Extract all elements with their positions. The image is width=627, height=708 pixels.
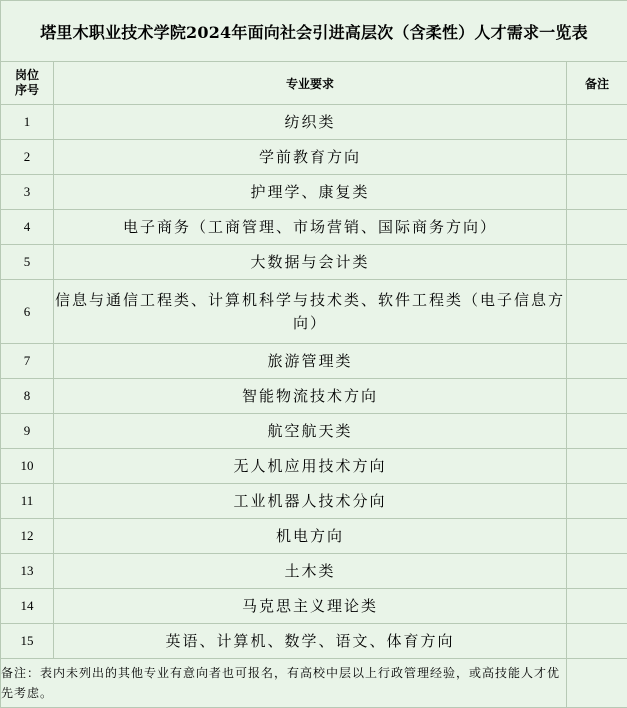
- requirement-cell[interactable]: 学前教育方向: [54, 140, 567, 175]
- header-seq-line1: 岗位: [1, 68, 53, 83]
- remark-cell[interactable]: [567, 140, 627, 175]
- seq-cell[interactable]: 5: [1, 245, 54, 280]
- requirement-cell[interactable]: 信息与通信工程类、计算机科学与技术类、软件工程类（电子信息方向）: [54, 280, 567, 344]
- remark-cell[interactable]: [567, 589, 627, 624]
- remark-cell[interactable]: [567, 245, 627, 280]
- note-cell[interactable]: 备注：表内未列出的其他专业有意向者也可报名，有高校中层以上行政管理经验，或高技能人才优先考虑。: [1, 659, 567, 708]
- requirement-cell[interactable]: 智能物流技术方向: [54, 379, 567, 414]
- table-row: [1, 589, 627, 624]
- note-remark-cell[interactable]: [567, 659, 627, 708]
- seq-cell[interactable]: 9: [1, 414, 54, 449]
- seq-cell[interactable]: 6: [1, 280, 54, 344]
- remark-cell[interactable]: [567, 210, 627, 245]
- remark-cell[interactable]: [567, 175, 627, 210]
- requirement-cell[interactable]: 马克思主义理论类: [54, 589, 567, 624]
- remark-cell[interactable]: [567, 449, 627, 484]
- table-row: [1, 280, 627, 344]
- seq-cell[interactable]: 15: [1, 624, 54, 659]
- remark-cell[interactable]: [567, 484, 627, 519]
- seq-cell[interactable]: 1: [1, 105, 54, 140]
- title-row: [1, 1, 627, 62]
- table-row: [1, 175, 627, 210]
- requirement-cell[interactable]: 土木类: [54, 554, 567, 589]
- seq-cell[interactable]: 4: [1, 210, 54, 245]
- seq-cell[interactable]: 3: [1, 175, 54, 210]
- table-row: [1, 140, 627, 175]
- table-row: [1, 210, 627, 245]
- requirement-cell[interactable]: 航空航天类: [54, 414, 567, 449]
- remark-cell[interactable]: [567, 280, 627, 344]
- header-seq-line2: 序号: [1, 83, 53, 98]
- seq-cell[interactable]: 12: [1, 519, 54, 554]
- seq-cell[interactable]: 2: [1, 140, 54, 175]
- seq-cell[interactable]: 7: [1, 344, 54, 379]
- table-row: [1, 554, 627, 589]
- remark-cell[interactable]: [567, 624, 627, 659]
- requirement-cell[interactable]: 无人机应用技术方向: [54, 449, 567, 484]
- remark-cell[interactable]: [567, 379, 627, 414]
- table-row: [1, 245, 627, 280]
- header-remark-cell[interactable]: 备注: [567, 62, 627, 105]
- seq-cell[interactable]: 11: [1, 484, 54, 519]
- requirement-cell[interactable]: 英语、计算机、数学、语文、体育方向: [54, 624, 567, 659]
- seq-cell[interactable]: 8: [1, 379, 54, 414]
- table-row: [1, 105, 627, 140]
- requirement-cell[interactable]: 旅游管理类: [54, 344, 567, 379]
- table-title[interactable]: 塔里木职业技术学院2024年面向社会引进高层次（含柔性）人才需求一览表: [1, 1, 627, 62]
- remark-cell[interactable]: [567, 414, 627, 449]
- table-row: [1, 449, 627, 484]
- remark-cell[interactable]: [567, 554, 627, 589]
- header-requirement-cell[interactable]: 专业要求: [54, 62, 567, 105]
- remark-cell[interactable]: [567, 519, 627, 554]
- remark-cell[interactable]: [567, 105, 627, 140]
- requirement-cell[interactable]: 工业机器人技术分向: [54, 484, 567, 519]
- remark-cell[interactable]: [567, 344, 627, 379]
- header-row: [1, 62, 627, 105]
- table-row: [1, 519, 627, 554]
- requirement-cell[interactable]: 护理学、康复类: [54, 175, 567, 210]
- seq-cell[interactable]: 13: [1, 554, 54, 589]
- seq-cell[interactable]: 14: [1, 589, 54, 624]
- seq-cell[interactable]: 10: [1, 449, 54, 484]
- requirement-cell[interactable]: 电子商务（工商管理、市场营销、国际商务方向）: [54, 210, 567, 245]
- note-row: [1, 659, 627, 708]
- table-row: [1, 379, 627, 414]
- header-seq-cell[interactable]: [1, 62, 54, 105]
- table-row: [1, 414, 627, 449]
- requirement-cell[interactable]: 大数据与会计类: [54, 245, 567, 280]
- requirement-cell[interactable]: 机电方向: [54, 519, 567, 554]
- table-row: [1, 484, 627, 519]
- requirement-cell[interactable]: 纺织类: [54, 105, 567, 140]
- table-row: [1, 344, 627, 379]
- table-row: [1, 624, 627, 659]
